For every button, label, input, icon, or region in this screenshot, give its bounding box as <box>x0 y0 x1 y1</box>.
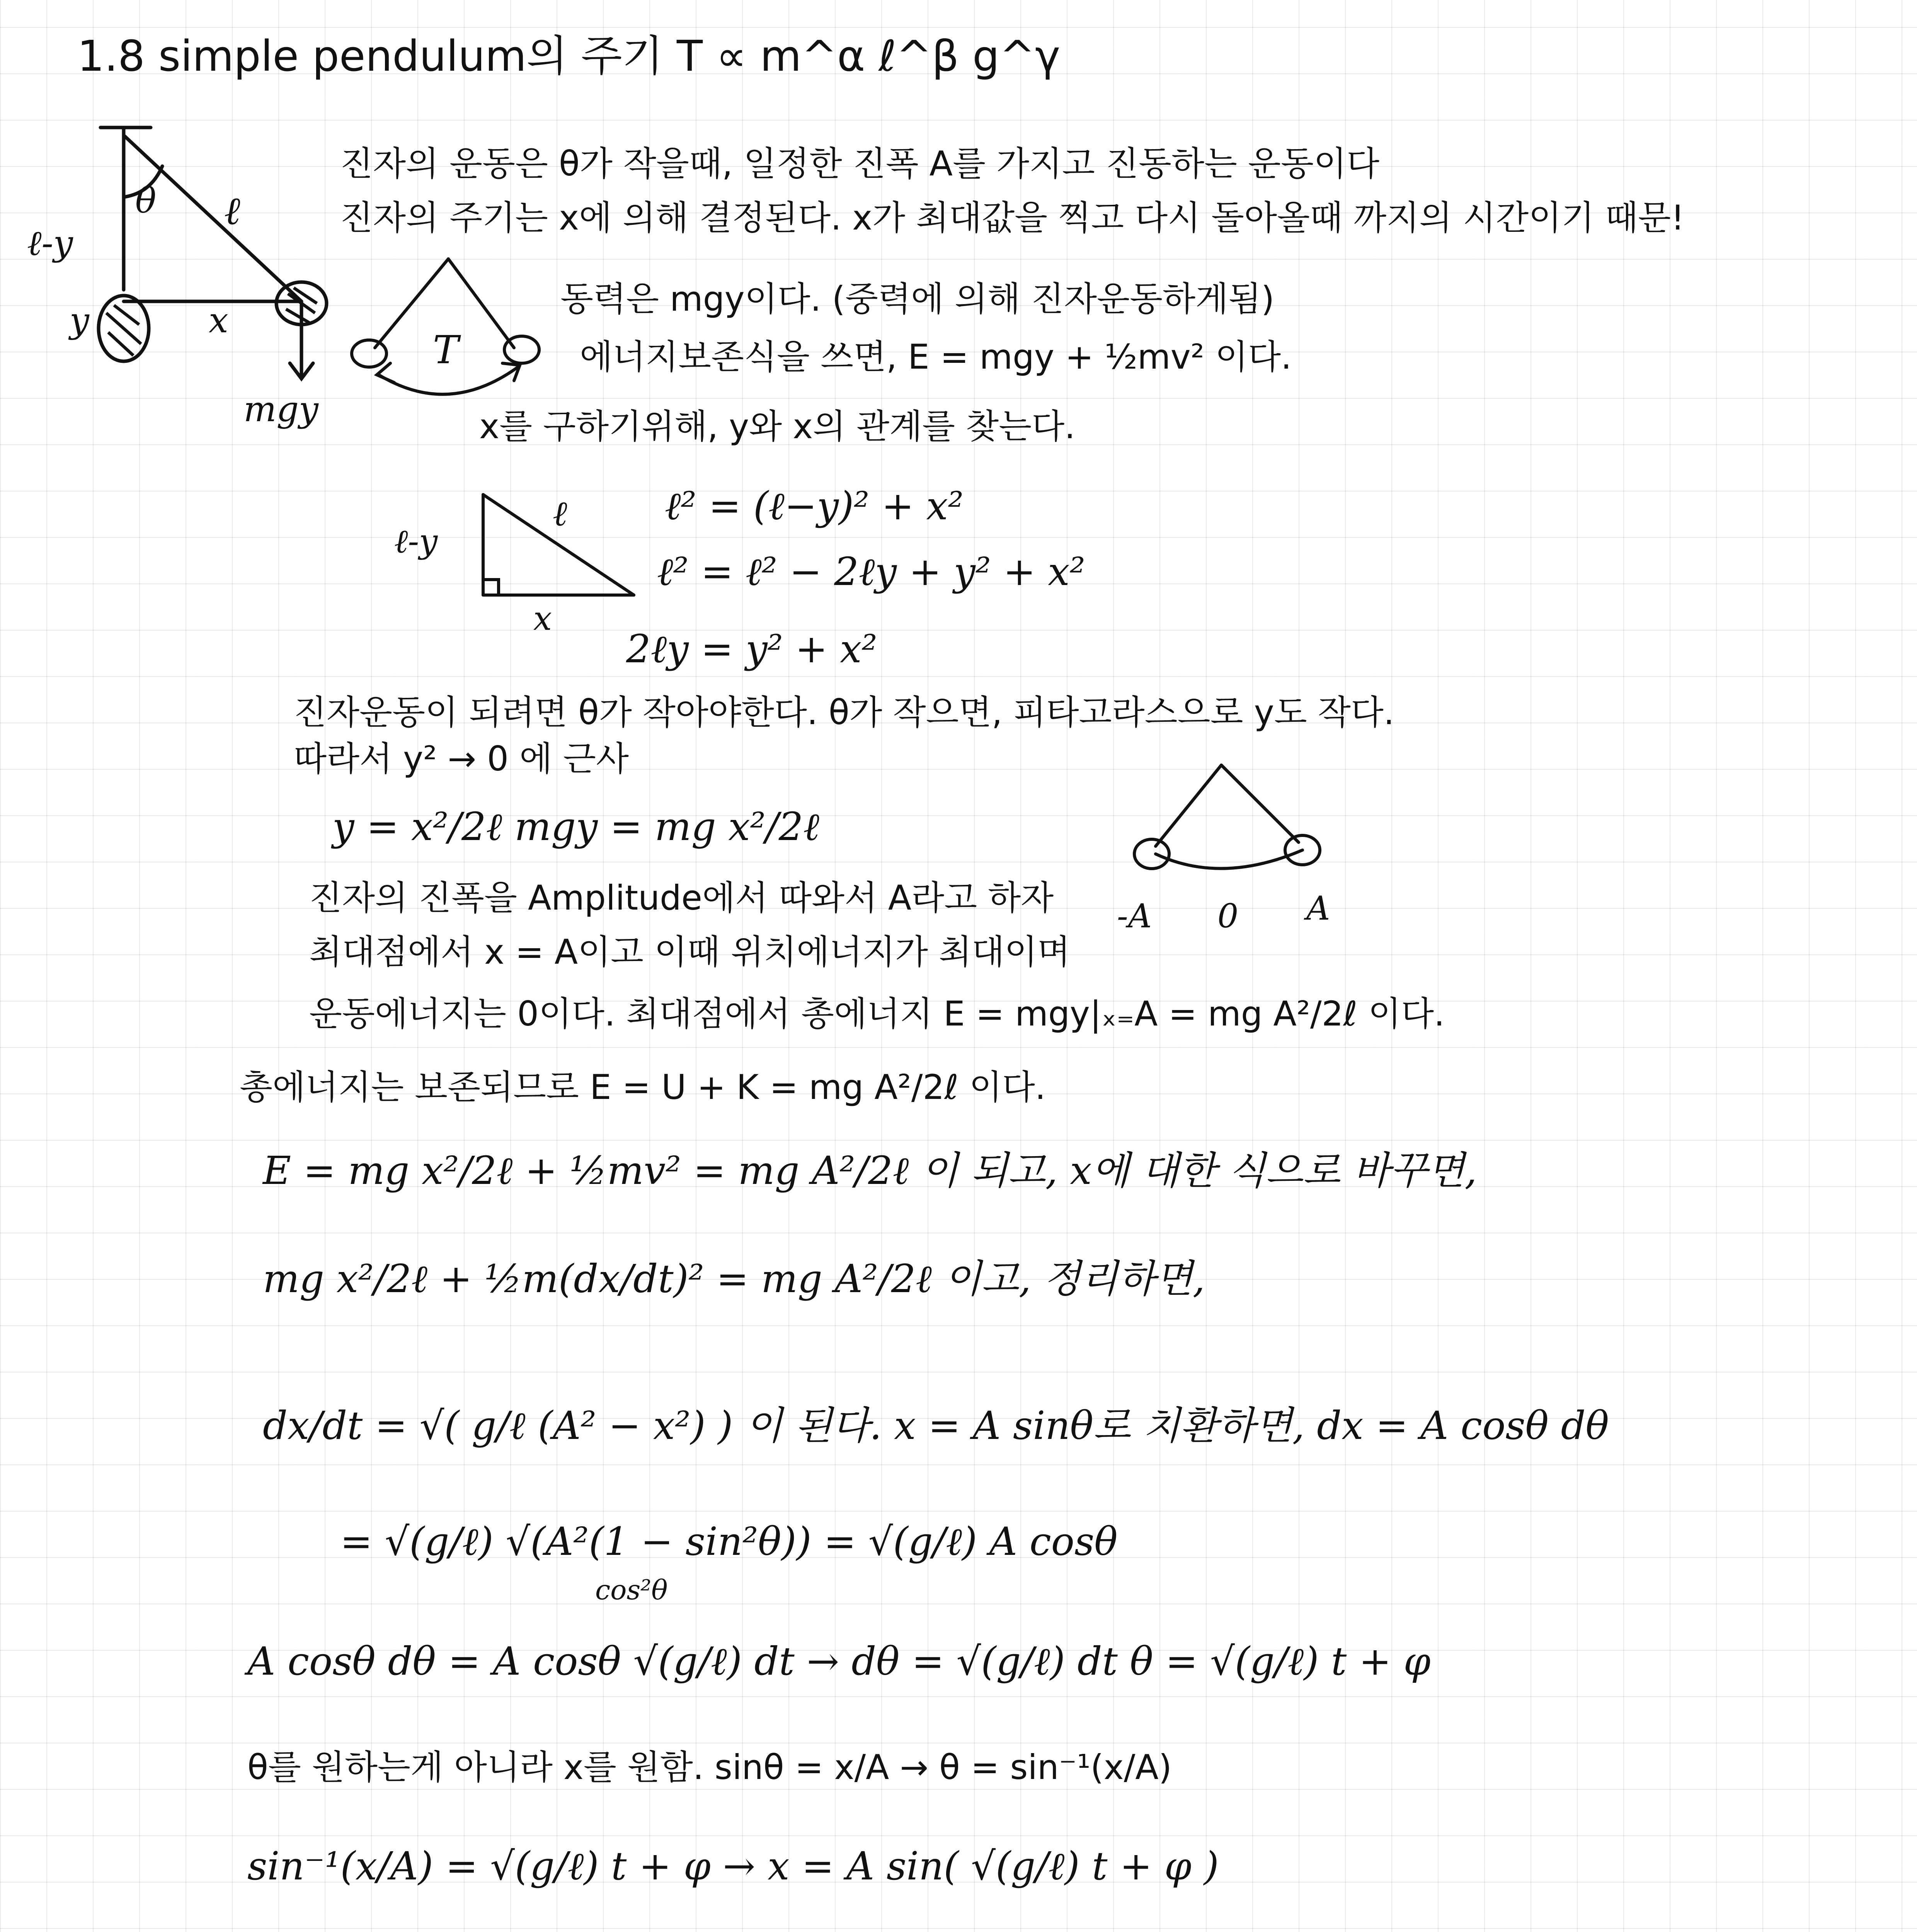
amplitude-line-3: 운동에너지는 0이다. 최대점에서 총에너지 E = mgy|ₓ₌A = mg A²/2ℓ 이다. <box>309 994 1445 1034</box>
page-title: 1.8 simple pendulum의 주기 T ∝ m^α ℓ^β g^γ <box>77 31 1061 81</box>
pendulum-diagram <box>23 128 371 444</box>
amp-label-zero: 0 <box>1217 897 1239 935</box>
energy-dx-equation: mg x²/2ℓ + ½m(dx/dt)² = mg A²/2ℓ 이고, 정리하면, <box>263 1256 1205 1301</box>
tri-label-x: x <box>533 600 552 638</box>
amplitude-diagram <box>1117 757 1368 958</box>
tri-label-l-minus-y: ℓ-y <box>394 522 438 561</box>
energy-line: 에너지보존식을 쓰면, E = mgy + ½mv² 이다. <box>580 337 1292 377</box>
substitution-equation: = √(g/ℓ) √(A²(1 − sin²θ)) = √(g/ℓ) A cosθ <box>340 1519 1118 1564</box>
solution-equation: sin⁻¹(x/A) = √(g/ℓ) t + φ → x = A sin( √(g/ℓ) t + φ ) <box>247 1844 1219 1889</box>
amplitude-line-2: 최대점에서 x = A이고 이때 위치에너지가 최대이며 <box>309 932 1071 972</box>
amp-label-neg-a: -A <box>1117 897 1152 935</box>
cos-note: cos²θ <box>595 1574 668 1606</box>
label-l: ℓ <box>224 188 240 233</box>
equation-1: ℓ² = (ℓ−y)² + x² <box>665 483 964 529</box>
force-line: 동력은 mgy이다. (중력에 의해 진자운동하게됨) <box>560 279 1275 319</box>
label-l-minus-y: ℓ-y <box>27 223 73 264</box>
amplitude-line-1: 진자의 진폭을 Amplitude에서 따와서 A라고 하자 <box>309 878 1054 918</box>
intro-line-2: 진자의 주기는 x에 의해 결정된다. x가 최대값을 찍고 다시 돌아올때 까지의 시간이기 때문! <box>340 198 1685 238</box>
label-x: x <box>209 300 228 341</box>
dxdt-equation: dx/dt = √( g/ℓ (A² − x²) ) 이 된다. x = A sinθ로 치환하면, dx = A cosθ dθ <box>263 1403 1609 1448</box>
period-diagram <box>332 247 564 425</box>
y-equation: y = x²/2ℓ mgy = mg x²/2ℓ <box>332 804 819 849</box>
integrate-equation: A cosθ dθ = A cosθ √(g/ℓ) dt → dθ = √(g/ℓ) dt θ = √(g/ℓ) t + φ <box>247 1639 1431 1684</box>
small-angle-line-2: 따라서 y² → 0 에 근사 <box>294 739 629 779</box>
label-theta: θ <box>135 180 157 221</box>
energy-full-equation: E = mg x²/2ℓ + ½mv² = mg A²/2ℓ 이 되고, x에 대한 식으로 바꾸면, <box>263 1148 1477 1193</box>
label-y: y <box>70 300 89 341</box>
relation-line: x를 구하기위해, y와 x의 관계를 찾는다. <box>479 406 1076 446</box>
equation-3: 2ℓy = y² + x² <box>626 626 877 672</box>
intro-line-1: 진자의 운동은 θ가 작을때, 일정한 진폭 A를 가지고 진동하는 운동이다 <box>340 144 1379 184</box>
total-energy-line: 총에너지는 보존되므로 E = U + K = mg A²/2ℓ 이다. <box>240 1067 1046 1107</box>
label-mgy: mgy <box>243 389 318 430</box>
right-triangle <box>386 491 657 638</box>
amp-label-a: A <box>1306 889 1330 928</box>
equation-2: ℓ² = ℓ² − 2ℓy + y² + x² <box>657 549 1085 594</box>
want-x-line: θ를 원하는게 아니라 x를 원함. sinθ = x/A → θ = sin⁻¹(x/A) <box>247 1747 1172 1787</box>
label-period-T: T <box>433 327 459 372</box>
small-angle-line-1: 진자운동이 되려면 θ가 작아야한다. θ가 작으면, 피타고라스으로 y도 작다. <box>294 692 1394 732</box>
tri-label-l: ℓ <box>553 493 567 534</box>
